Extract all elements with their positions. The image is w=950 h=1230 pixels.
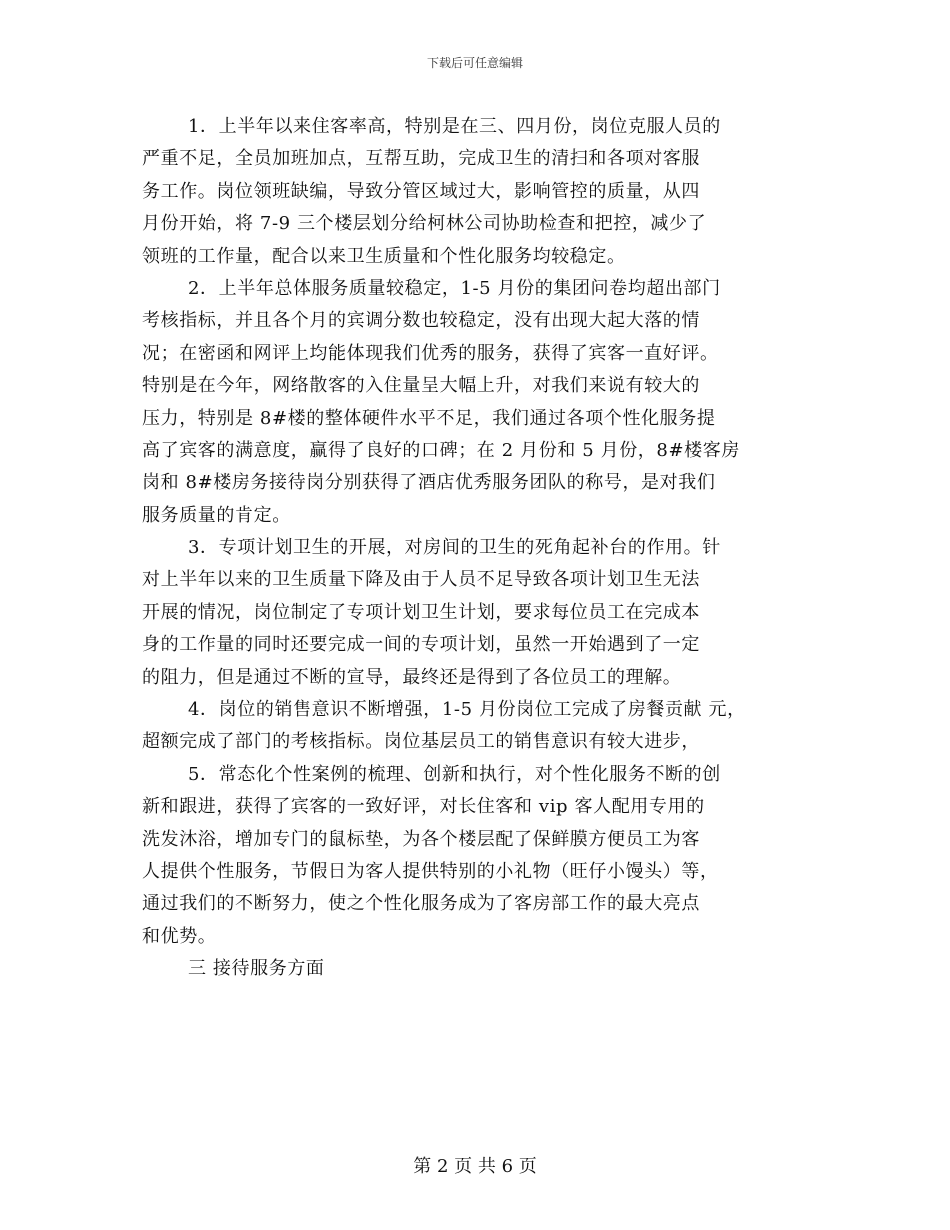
text-line: 服务质量的肯定。 [142,504,291,526]
text-line: 高了宾客的满意度，赢得了良好的口碑；在 2 月份和 5 月份，8#楼客房 [142,439,740,461]
document-body [142,111,812,986]
text-line: 人提供个性服务，节假日为客人提供特别的小礼物（旺仔小馒头）等， [142,860,719,882]
text-line: 对上半年以来的卫生质量下降及由于人员不足导致各项计划卫生无法 [142,569,700,591]
text-line: 严重不足，全员加班加点，互帮互助，完成卫生的清扫和各项对客服 [142,148,700,170]
page-footer: 第 2 页 共 6 页 [413,1156,537,1177]
text-line: 超额完成了部门的考核指标。岗位基层员工的销售意识有较大进步， [142,731,700,753]
text-line: 况；在密函和网评上均能体现我们优秀的服务，获得了宾客一直好评。 [142,342,719,364]
text-line: 月份开始，将 7-9 三个楼层划分给柯林公司协助检查和把控，减少了 [142,213,707,235]
text-line: 考核指标，并且各个月的宾调分数也较稳定，没有出现大起大落的情 [142,310,700,332]
text-line: 1．上半年以来住客率高，特别是在三、四月份，岗位克服人员的 [188,116,721,137]
text-line: 4．岗位的销售意识不断增强，1-5 月份岗位工完成了房餐贡献 元， [188,699,746,721]
text-line: 领班的工作量，配合以来卫生质量和个性化服务均较稳定。 [142,245,626,267]
page-header: 下载后可任意编辑 [426,56,523,70]
text-line: 5．常态化个性案例的梳理、创新和执行，对个性化服务不断的创 [188,763,721,785]
text-line: 开展的情况，岗位制定了专项计划卫生计划，要求每位员工在完成本 [142,601,700,623]
text-line: 新和跟进，获得了宾客的一致好评，对长住客和 vip 客人配用专用的 [142,796,705,818]
text-line: 务工作。岗位领班缺编，导致分管区域过大，影响管控的质量，从四 [142,180,700,202]
text-line: 压力，特别是 8#楼的整体硬件水平不足，我们通过各项个性化服务提 [142,407,716,429]
text-line: 2．上半年总体服务质量较稳定，1-5 月份的集团问卷均超出部门 [188,277,721,299]
text-line: 三 接待服务方面 [188,958,325,980]
text-line: 的阻力，但是通过不断的宣导，最终还是得到了各位员工的理解。 [142,666,682,688]
text-line: 3．专项计划卫生的开展，对房间的卫生的死角起补台的作用。针 [188,537,721,559]
text-line: 岗和 8#楼房务接待岗分别获得了酒店优秀服务团队的称号，是对我们 [142,472,716,494]
text-line: 洗发沐浴，增加专门的鼠标垫，为各个楼层配了保鲜膜方便员工为客 [142,828,700,850]
text-line: 通过我们的不断努力，使之个性化服务成为了客房部工作的最大亮点 [142,893,700,915]
text-line: 特别是在今年，网络散客的入住量呈大幅上升，对我们来说有较大的 [142,375,700,397]
text-line: 和优势。 [142,925,217,947]
text-line: 身的工作量的同时还要完成一间的专项计划，虽然一开始遇到了一定 [142,634,700,656]
